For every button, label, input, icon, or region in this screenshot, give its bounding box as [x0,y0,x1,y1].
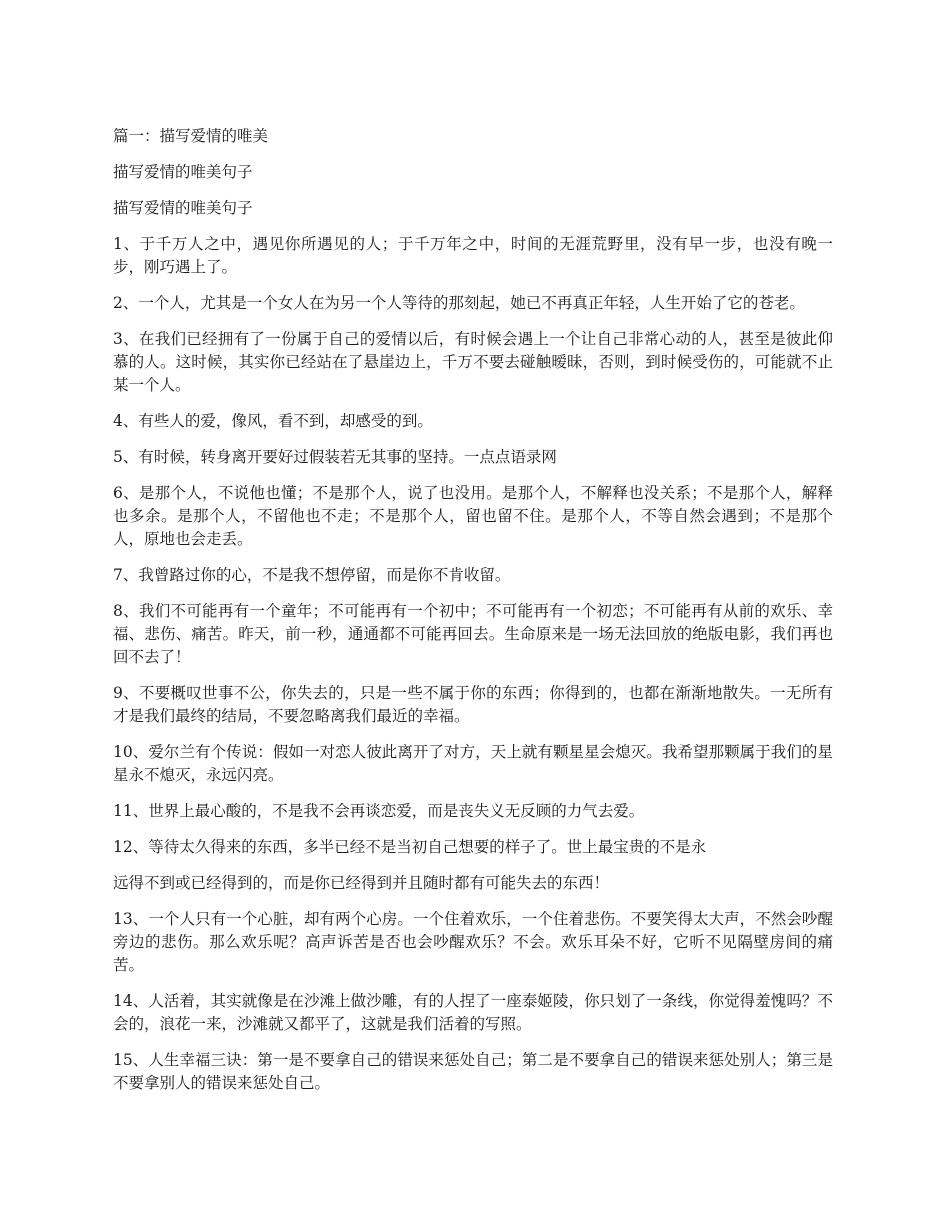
paragraph-10: 10、爱尔兰有个传说：假如一对恋人彼此离开了对方，天上就有颗星星会熄灭。我希望那颗属于我们的星星永不熄灭，永远闪亮。 [113,743,833,784]
paragraph-14: 14、人活着，其实就像是在沙滩上做沙雕，有的人捏了一座泰姬陵，你只划了一条线，你觉得羞愧吗？不会的，浪花一来，沙滩就又都平了，这就是我们活着的写照。 [113,992,833,1033]
paragraph-5: 5、有时候，转身离开要好过假装若无其事的坚持。一点点语录网 [113,448,557,466]
paragraph-4: 4、有些人的爱，像风，看不到，却感受的到。 [113,412,433,430]
paragraph-15: 15、人生幸福三诀：第一是不要拿自己的错误来惩处自己；第二是不要拿自己的错误来惩处别人；第三是不要拿别人的错误来惩处自己。 [113,1051,833,1092]
paragraph-2: 2、一个人，尤其是一个女人在为另一个人等待的那刻起，她已不再真正年轻，人生开始了它的苍老。 [113,294,805,312]
document-title: 描写爱情的唯美句子 [113,163,253,181]
paragraph-7: 7、我曾路过你的心，不是我不想停留，而是你不肯收留。 [113,566,511,584]
paragraph-6: 6、是那个人，不说他也懂；不是那个人，说了也没用。是那个人，不解释也没关系；不是那个人，解释也多余。是那个人，不留他也不走；不是那个人，留也留不住。是那个人，不等自然会遇到；不是那个人，原地也会走丢。 [113,484,833,548]
paragraph-12: 12、等待太久得来的东西，多半已经不是当初自己想要的样子了。世上最宝贵的不是永 [113,838,707,856]
document-body [113,125,833,1108]
paragraph-13: 13、一个人只有一个心脏，却有两个心房。一个住着欢乐，一个住着悲伤。不要笑得太大声，不然会吵醒旁边的悲伤。那么欢乐呢？高声诉苦是否也会吵醒欢乐？不会。欢乐耳朵不好，它听不见隔壁房间的痛苦。 [113,910,833,974]
paragraph-9: 9、不要概叹世事不公，你失去的，只是一些不属于你的东西；你得到的，也都在渐渐地散失。一无所有才是我们最终的结局，不要忽略离我们最近的幸福。 [113,684,833,725]
paragraph-1: 1、于千万人之中，遇见你所遇见的人；于千万年之中，时间的无涯荒野里，没有早一步，也没有晚一步，刚巧遇上了。 [113,235,833,276]
section-heading: 篇一：描写爱情的唯美 [113,127,269,145]
paragraph-11: 11、世界上最心酸的，不是我不会再谈恋爱，而是丧失义无反顾的力气去爱。 [113,802,645,820]
document-subtitle: 描写爱情的唯美句子 [113,199,253,217]
paragraph-3: 3、在我们已经拥有了一份属于自己的爱情以后，有时候会遇上一个让自己非常心动的人，甚至是彼此仰慕的人。这时候，其实你已经站在了悬崖边上，千万不要去碰触暧昧，否则，到时候受伤的，可能就不止某一个人。 [113,330,833,394]
paragraph-8: 8、我们不可能再有一个童年；不可能再有一个初中；不可能再有一个初恋；不可能再有从前的欢乐、幸福、悲伤、痛苦。昨天，前一秒，通通都不可能再回去。生命原来是一场无法回放的绝版电影，我们再也回不去了！ [113,602,833,666]
paragraph-12-continued: 远得不到或已经得到的，而是你已经得到并且随时都有可能失去的东西！ [113,874,610,892]
